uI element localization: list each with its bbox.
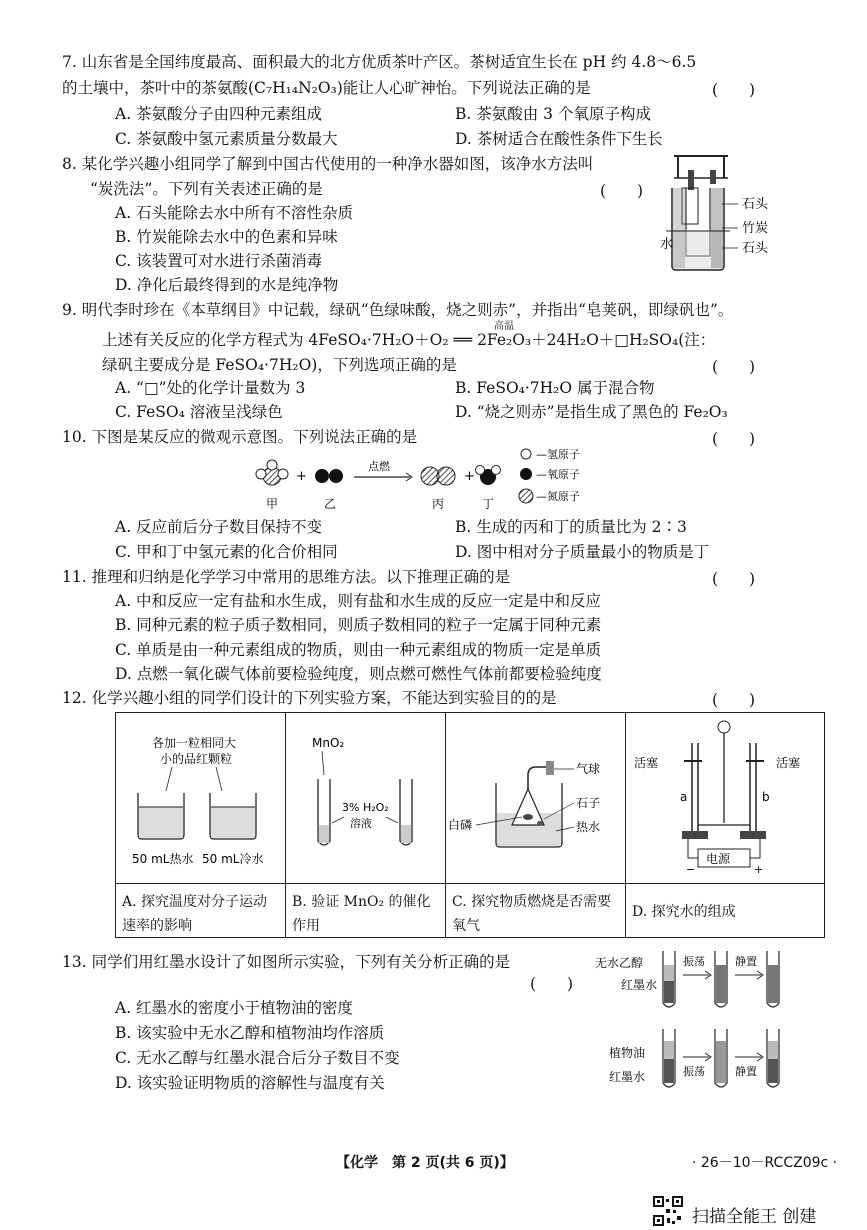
- q8-stem-line1: 8. 某化学兴趣小组同学了解到中国古代使用的一种净水器如图，该净水方法叫: [62, 155, 594, 173]
- q12-option-b: B. 验证 MnO₂ 的催化作用: [286, 883, 445, 937]
- q9-option-d: D. “烧之则赤”是指生成了黑色的 Fe₂O₃: [455, 403, 728, 421]
- q7-answer-blank: ( ): [712, 81, 756, 99]
- q12-a-hot-label: 50 mL热水: [132, 852, 194, 866]
- q12-b-solution-label2: 溶液: [350, 817, 372, 830]
- q12-c-stone-label: 石子: [576, 796, 601, 810]
- q12-a-cold-label: 50 mL冷水: [202, 852, 264, 866]
- q8-water-filter-figure: [660, 148, 800, 293]
- q8-stem-line2: “炭洗法”。下列有关表述正确的是: [90, 180, 323, 198]
- q13-label-oil: 植物油: [609, 1046, 646, 1060]
- q7-option-c: C. 茶氨酸中氢元素质量分数最大: [115, 130, 338, 148]
- q13-option-b: B. 该实验中无水乙醇和植物油均作溶质: [115, 1024, 385, 1042]
- q12-c-hotwater-label: 热水: [576, 820, 601, 834]
- q9-equation-line: 上述有关反应的化学方程式为 4FeSO₄·7H₂O＋O₂ ══ 2Fe₂O₃＋24H₂O＋□H₂SO₄(注：: [102, 331, 716, 349]
- q9-answer-blank: ( ): [712, 358, 756, 376]
- page-footer-center: 【化学 第 2 页(共 6 页)】: [336, 1155, 514, 1171]
- q13-label-ink1: 红墨水: [621, 978, 658, 992]
- q9-stem-line3: 绿矾主要成分是 FeSO₄·7H₂O)，下列选项正确的是: [102, 356, 457, 374]
- q12-d-valve-left-label: 活塞: [634, 756, 659, 770]
- q12-cell-b: [286, 713, 446, 937]
- q12-d-plus-label: +: [754, 863, 764, 876]
- q10-micro-diagram: [250, 446, 600, 514]
- q12-figure-b: [286, 713, 444, 881]
- q11-option-d: D. 点燃一氧化碳气体前要检验纯度，则点燃可燃性气体前都要检验纯度: [115, 665, 602, 683]
- q12-cell-c: [446, 713, 626, 937]
- q13-arrow-shake2: 振荡: [683, 1065, 705, 1078]
- q12-stem-line1: 12. 化学兴趣小组的同学们设计的下列实验方案，不能达到实验目的的是: [62, 689, 557, 707]
- q8-answer-blank: ( ): [600, 182, 644, 200]
- q7-option-d: D. 茶树适合在酸性条件下生长: [455, 130, 663, 148]
- q9-option-a: A. “□”处的化学计量数为 3: [115, 379, 306, 397]
- q7-option-a: A. 茶氨酸分子由四种元素组成: [115, 105, 323, 123]
- q12-d-power-label: 电源: [706, 852, 731, 866]
- q13-stem-line1: 13. 同学们用红墨水设计了如图所示实验，下列有关分析正确的是: [62, 953, 511, 971]
- q8-option-a: A. 石头能除去水中所有不溶性杂质: [115, 204, 354, 222]
- q10-option-c: C. 甲和丁中氢元素的化合价相同: [115, 543, 338, 561]
- q8-label-charcoal: 竹炭: [742, 221, 769, 236]
- q9-stem-line1: 9. 明代李时珍在《本草纲目》中记载，绿矾“色绿味酸，烧之则赤”，并指出“皂荚矾，即绿矾也”。: [62, 301, 734, 319]
- q13-ink-figure: [595, 945, 825, 1095]
- q12-a-note1: 各加一粒相同大: [152, 736, 237, 750]
- q7-stem-line2: 的土壤中，茶叶中的茶氨酸(C₇H₁₄N₂O₃)能让人心旷神怡。下列说法正确的是: [62, 79, 591, 97]
- q12-option-a: A. 探究温度对分子运动速率的影响: [116, 883, 285, 937]
- q12-answer-blank: ( ): [712, 691, 756, 709]
- q11-option-a: A. 中和反应一定有盐和水生成，则有盐和水生成的反应一定是中和反应: [115, 592, 602, 610]
- q7-stem-line1: 7. 山东省是全国纬度最高、面积最大的北方优质茶叶产区。茶树适宜生长在 pH 约 4.8～6.5: [62, 53, 697, 71]
- q12-c-balloon-label: 气球: [576, 762, 601, 776]
- q13-answer-blank: ( ): [530, 975, 574, 993]
- q11-stem-line1: 11. 推理和归纳是化学学习中常用的思维方法。以下推理正确的是: [62, 568, 511, 586]
- q10-option-a: A. 反应前后分子数目保持不变: [115, 518, 323, 536]
- q7-option-b: B. 茶氨酸由 3 个氧原子构成: [455, 105, 651, 123]
- q13-option-d: D. 该实验证明物质的溶解性与温度有关: [115, 1074, 385, 1092]
- q8-label-stone-top: 石头: [742, 197, 769, 212]
- svg-text:+: +: [464, 469, 475, 484]
- q10-option-d: D. 图中相对分子质量最小的物质是丁: [455, 543, 710, 561]
- q11-option-c: C. 单质是由一种元素组成的物质，则由一种元素组成的物质一定是单质: [115, 641, 602, 659]
- qr-code-icon: [653, 1196, 683, 1226]
- q12-c-phosphorus-label: 白磷: [448, 818, 473, 832]
- q12-d-minus-label: −: [686, 863, 696, 876]
- q9-option-c: C. FeSO₄ 溶液呈浅绿色: [115, 403, 283, 421]
- q12-d-tube-a-label: a: [680, 790, 688, 804]
- q8-option-c: C. 该装置可对水进行杀菌消毒: [115, 252, 323, 270]
- q8-option-d: D. 净化后最终得到的水是纯净物: [115, 276, 339, 294]
- q10-label-ding: 丁: [482, 497, 495, 511]
- q8-option-b: B. 竹炭能除去水中的色素和异味: [115, 228, 338, 246]
- q8-label-water: 水: [660, 237, 674, 252]
- q12-figure-a: [116, 713, 284, 881]
- q13-label-ethanol: 无水乙醇: [595, 956, 644, 970]
- q12-d-valve-right-label: 活塞: [776, 756, 801, 770]
- q13-option-a: A. 红墨水的密度小于植物油的密度: [115, 999, 354, 1017]
- q13-arrow-shake1: 振荡: [683, 955, 705, 968]
- q10-option-b: B. 生成的丙和丁的质量比为 2∶3: [455, 518, 687, 536]
- q10-stem-line1: 10. 下图是某反应的微观示意图。下列说法正确的是: [62, 428, 418, 446]
- q12-experiment-table: [115, 712, 825, 938]
- q11-option-b: B. 同种元素的粒子质子数相同，则质子数相同的粒子一定属于同种元素: [115, 616, 602, 634]
- q10-label-jia: 甲: [266, 497, 279, 511]
- q12-option-c: C. 探究物质燃烧是否需要氧气: [446, 883, 625, 937]
- q9-condition-label: 高温: [494, 321, 514, 332]
- q12-b-mno2-label: MnO₂: [312, 736, 345, 750]
- q13-option-c: C. 无水乙醇与红墨水混合后分子数目不变: [115, 1049, 400, 1067]
- q10-label-yi: 乙: [324, 497, 337, 511]
- q10-legend-h: —氢原子: [536, 448, 580, 461]
- svg-text:+: +: [296, 469, 307, 484]
- q12-a-note2: 小的品红颗粒: [160, 752, 233, 766]
- q8-label-stone-bottom: 石头: [742, 241, 769, 256]
- q13-arrow-stand1: 静置: [735, 955, 757, 968]
- q12-cell-d: [626, 713, 824, 937]
- q12-cell-a: [116, 713, 286, 937]
- q10-arrow-condition: 点燃: [368, 460, 390, 473]
- q11-answer-blank: ( ): [712, 570, 756, 588]
- q12-b-solution-label1: 3% H₂O₂: [342, 801, 389, 814]
- q10-legend-n: —氮原子: [536, 490, 580, 503]
- q13-arrow-stand2: 静置: [735, 1065, 757, 1078]
- q9-option-b: B. FeSO₄·7H₂O 属于混合物: [455, 379, 655, 397]
- scanner-brand-label: 扫描全能王 创建: [692, 1207, 817, 1227]
- q10-answer-blank: ( ): [712, 430, 756, 448]
- q10-legend-o: —氧原子: [536, 468, 580, 481]
- page-footer-code: · 26－10－RCCZ09c ·: [692, 1155, 838, 1171]
- q12-d-tube-b-label: b: [762, 790, 770, 804]
- q12-figure-d: [626, 713, 822, 881]
- q12-option-d: D. 探究水的组成: [626, 883, 824, 937]
- q12-figure-c: [446, 713, 624, 881]
- q10-label-bing: 丙: [432, 497, 445, 511]
- q13-label-ink2: 红墨水: [609, 1070, 646, 1084]
